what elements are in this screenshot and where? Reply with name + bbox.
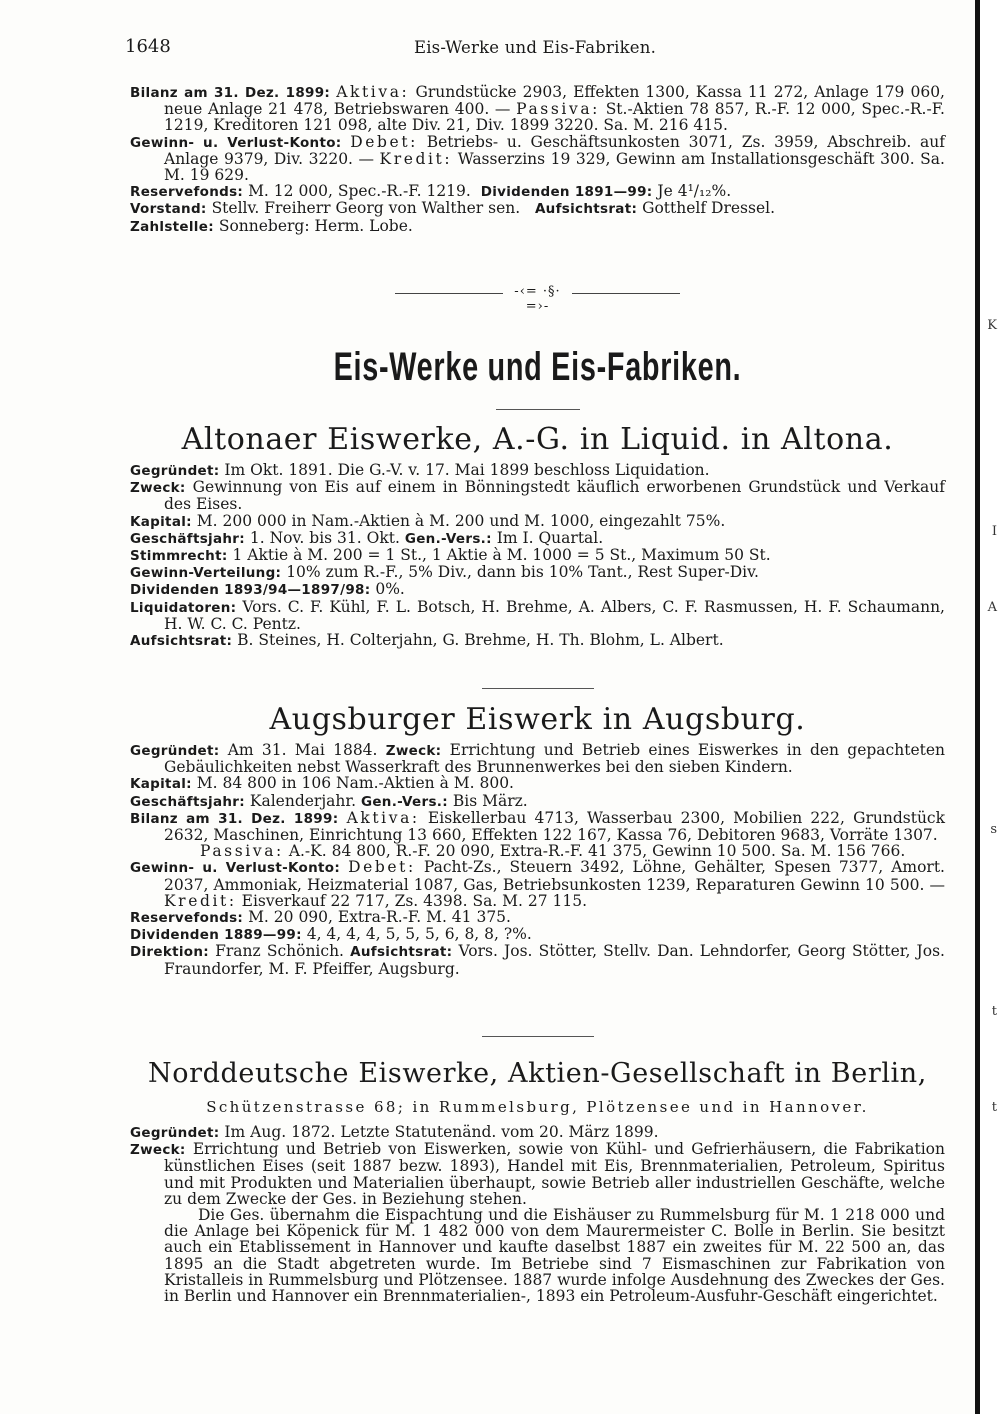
norddeutsche-zweck: Zweck: Errichtung und Betrieb von Eiswerken, sowie von Kühl- und Gefrierhäusern, die Fabrikation künstlichen Eises (seit 1887 bezw. 1893), Handel mit Eis, Brennmaterialien, Petroleum, Spiritus und mit Produkten und Materialien überhaupt, sowie Betrieb aller industriellen Geschäfte, welche zu dem Zwecke der Ges. in Beziehung stehen. [130, 1140, 945, 1208]
company-title-altona: Altonaer Eiswerke, A.-G. in Liquid. in Altona. [181, 422, 894, 457]
ornament-glyph: -‹= ·§· =›- [514, 284, 561, 314]
prev-entry [130, 84, 945, 235]
augsburg-entry [130, 742, 945, 977]
augsburg-direktion: Direktion: Franz Schönich. Aufsichtsrat: Vors. Jos. Stötter, Stellv. Dan. Lehndorfer, Georg Stötter, Jos. Fraundorfer, M. F. Pfeiffer, Augsburg. [130, 942, 945, 978]
divider [482, 1036, 594, 1037]
margin-letter: I [991, 524, 997, 539]
altona-kapital: Kapital: M. 200 000 in Nam.-Aktien à M. 200 und M. 1000, eingezahlt 75%. [130, 511, 726, 530]
augsburg-bilanz: Bilanz am 31. Dez. 1899: Aktiva: Eiskellerbau 4713, Wasserbau 2300, Mobilien 222, Grundstück 2632, Maschinen, Einrichtung 13 660, Effekten 122 167, Kassa 76, Debitoren 9683, Vorräte 1307. [130, 808, 945, 845]
prev-bilanz: Bilanz am 31. Dez. 1899: Aktiva: Grundstücke 2903, Effekten 1300, Kassa 11 272, Anlage 179 060, neue Anlage 21 478, Betriebswaren 400. — Passiva: St.-Aktien 78 857, R.-F. 12 000, Spec.-R.-F. 1219, Kreditoren 121 098, alte Div. 21, Div. 1899 3220. Sa. M. 216 415. [130, 83, 945, 135]
altona-dividenden: Dividenden 1893/94—1897/98: 0%. [130, 580, 405, 599]
augsburg-gegruendet: Gegründet: Am 31. Mai 1884. Zweck: Errichtung und Betrieb eines Eiswerkes in den gepachteten Gebäulichkeiten nebst Wasserkraft des Brunnenwerkes bei den sieben Kindern. [130, 741, 946, 777]
margin-letter: t [991, 1004, 997, 1019]
prev-zahlstelle: Zahlstelle: Sonneberg: Herm. Lobe. [130, 216, 413, 235]
altona-stimmrecht: Stimmrecht: 1 Aktie à M. 200 = 1 St., 1 Aktie à M. 1000 = 5 St., Maximum 50 St. [130, 546, 771, 565]
norddeutsche-entry [130, 1124, 945, 1304]
augsburg-reserve: Reservefonds: M. 20 090, Extra-R.-F. M. 41 375. [130, 908, 511, 927]
divider [482, 688, 594, 689]
margin-letter: s [990, 822, 997, 837]
prev-gewinn-verlust: Gewinn- u. Verlust-Konto: Debet: Betriebs- u. Geschäftsunkosten 3071, Zs. 3959, Abschreib. auf Anlage 9379, Div. 3220. — Kredit: Wasserzins 19 329, Gewinn am Installationsgeschäft 300. Sa. M. 19 629. [130, 132, 946, 185]
section-ornament [395, 284, 680, 314]
adjacent-page-edge [975, 0, 1000, 1414]
prev-vorstand: Vorstand: Stellv. Freiherr Georg von Walther sen. Aufsichtsrat: Gotthelf Dressel. [130, 199, 776, 218]
augsburg-dividenden: Dividenden 1889—99: 4, 4, 4, 4, 5, 5, 5, 6, 8, 8, ?%. [130, 925, 532, 944]
altona-zweck: Zweck: Gewinnung von Eis auf einem in Bönningstedt käuflich erworbenen Grundstück und Verkauf des Eises. [130, 478, 945, 514]
ornament-line-left [395, 293, 503, 294]
norddeutsche-history: Die Ges. übernahm die Eispachtung und die Eishäuser zu Rummelsburg für M. 1 218 000 und die Anlage bei Köpenick für M. 1 482 000 von dem Maurermeister C. Bolle in Berlin. Sie besitzt auch ein Etablissement in Hannover und kaufte daselbst 1887 ein zweites für M. 22 500 an, das 1895 an die Stadt abgetreten wurde. Im Betriebe sind 7 Eismaschinen zur Fabrikation von Kristalleis in Rummelsburg und Plötzensee. 1887 wurde infolge Ausdehnung des Zweckes der Ges. in Berlin und Hannover ein Brennmaterialien-, 1893 ein Petroleum-Ausfuhr-Geschäft eingerichtet. [164, 1206, 945, 1306]
norddeutsche-gegruendet: Gegründet: Im Aug. 1872. Letzte Statutenänd. vom 20. März 1899. [130, 1123, 659, 1141]
altona-entry [130, 462, 945, 649]
margin-letter: t [991, 1100, 997, 1115]
altona-aufsichtsrat: Aufsichtsrat: B. Steines, H. Colterjahn, G. Brehme, H. Th. Blohm, L. Albert. [130, 631, 724, 650]
running-title: Eis-Werke und Eis-Fabriken. [413, 38, 657, 57]
altona-gewinn-verteilung: Gewinn-Verteilung: 10% zum R.-F., 5% Div., dann bis 10% Tant., Rest Super-Div. [130, 563, 759, 582]
augsburg-gewinn-verlust: Gewinn- u. Verlust-Konto: Debet: Pacht-Zs., Steuern 3492, Löhne, Gehälter, Spesen 7377, Amort. 2037, Ammoniak, Heizmaterial 1087, Gas, Betriebsunkosten 1239, Reparaturen Gewinn 10 500. — Kredit: Eisverkauf 22 717, Zs. 4398. Sa. M. 27 115. [130, 858, 945, 910]
company-title-augsburg: Augsburger Eiswerk in Augsburg. [269, 702, 806, 737]
page-number: 1648 [125, 36, 171, 57]
margin-letter: K [987, 318, 997, 333]
company-title-norddeutsche: Norddeutsche Eiswerke, Aktien-Gesellschaft in Berlin, [148, 1058, 927, 1089]
ornament-line-right [572, 293, 680, 294]
augsburg-passiva: Passiva: A.-K. 84 800, R.-F. 20 090, Extra-R.-F. 41 375, Gewinn 10 500. Sa. M. 156 766. [200, 842, 906, 861]
divider [496, 409, 580, 410]
section-heading: Eis-Werke und Eis-Fabriken. [333, 345, 742, 389]
altona-liquidatoren: Liquidatoren: Vors. C. F. Kühl, F. L. Botsch, H. Brehme, A. Albers, C. F. Rasmussen, H. F. Schaumann, H. W. C. C. Pentz. [130, 597, 945, 633]
augsburg-geschaeftsjahr: Geschäftsjahr: Kalenderjahr. Gen.-Vers.: Bis März. [130, 791, 528, 810]
augsburg-kapital: Kapital: M. 84 800 in 106 Nam.-Aktien à M. 800. [130, 774, 514, 793]
page-header [125, 36, 945, 60]
altona-gegruendet: Gegründet: Im Okt. 1891. Die G.-V. v. 17. Mai 1899 beschloss Liquidation. [130, 461, 710, 479]
altona-geschaeftsjahr: Geschäftsjahr: 1. Nov. bis 31. Okt. Gen.-Vers.: Im I. Quartal. [130, 528, 604, 547]
prev-reserve-dividenden: Reservefonds: M. 12 000, Spec.-R.-F. 1219. Dividenden 1891—99: Je 4¹/₁₂%. [130, 182, 732, 201]
margin-letter: A [987, 600, 997, 615]
company-subtitle-norddeutsche: Schützenstrasse 68; in Rummelsburg, Plötzensee und in Hannover. [206, 1098, 869, 1116]
